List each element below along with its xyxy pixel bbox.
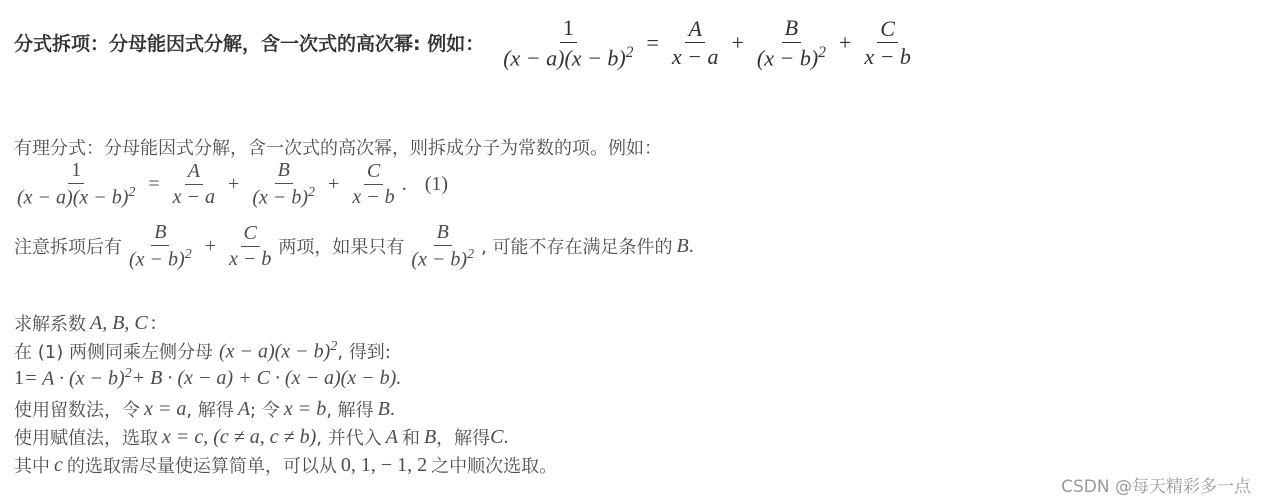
lhs-fraction [500, 14, 636, 71]
equation-1: $\frac{1}{(x - a)(x - b)^2}$ = $\frac{A}{x - a}$ + $\frac{B}{(x - b)^2}$ + $\frac{C}{x - b}$ . (1) [17, 159, 449, 209]
term-a-fraction: $\frac{A}{x - a}$ [671, 15, 719, 70]
term-c-fraction: $\frac{C}{x - b}$ [864, 15, 911, 70]
plus-sign: + [838, 29, 852, 55]
selection-note-line: 其中 c 的选取需尽量使运算简单，可以从 0, 1, − 1, 2 之中顺次选取。 [14, 453, 558, 477]
title-line [14, 14, 918, 71]
term-b-fraction: $\frac{B}{(x - b)^2}$ [756, 15, 826, 70]
title-label: 分式拆项：分母能因式分解，含一次式的高次幂: 例如： [14, 33, 485, 56]
multiply-line: 在 (1) 两侧同乘左侧分母 $(x - a)(x - b)^2$ , 得到: [14, 338, 391, 363]
residue-method-line: 使用留数法，令 x = a , 解得 A ; 令 x = b , 解得 B . [14, 397, 395, 421]
solve-coefficients-line: 求解系数 A, B, C : [14, 311, 157, 335]
csdn-watermark: CSDN @每天精彩多一点 [1061, 477, 1251, 497]
plus-sign: + [731, 29, 744, 55]
lhs-denominator: $(x - a)(x - b)^2$ [503, 43, 634, 70]
lhs-numerator: 1 [560, 14, 577, 43]
equation-number: (1) [424, 172, 449, 195]
expanded-equation: 1 = $A \cdot (x - b)^2$ + B · (x − a) + C · (x − a)(x − b). [14, 366, 402, 390]
equals-sign: = [646, 29, 659, 55]
note-paragraph: 注意拆项后有 $\frac{B}{(x - b)^2}$ + $\frac{C}{x - b}$ 两项，如果只有 $\frac{B}{(x - b)^2}$ , 可能不存在满足条件的 B . [14, 221, 694, 271]
assignment-method-line: 使用赋值法，选取 x = c, (c ≠ a, c ≠ b) , 并代入 A 和 B ，解得 C . [14, 425, 509, 449]
intro-paragraph: 有理分式：分母能因式分解，含一次式的高次幂，则拆成分子为常数的项。例如： [14, 138, 662, 159]
